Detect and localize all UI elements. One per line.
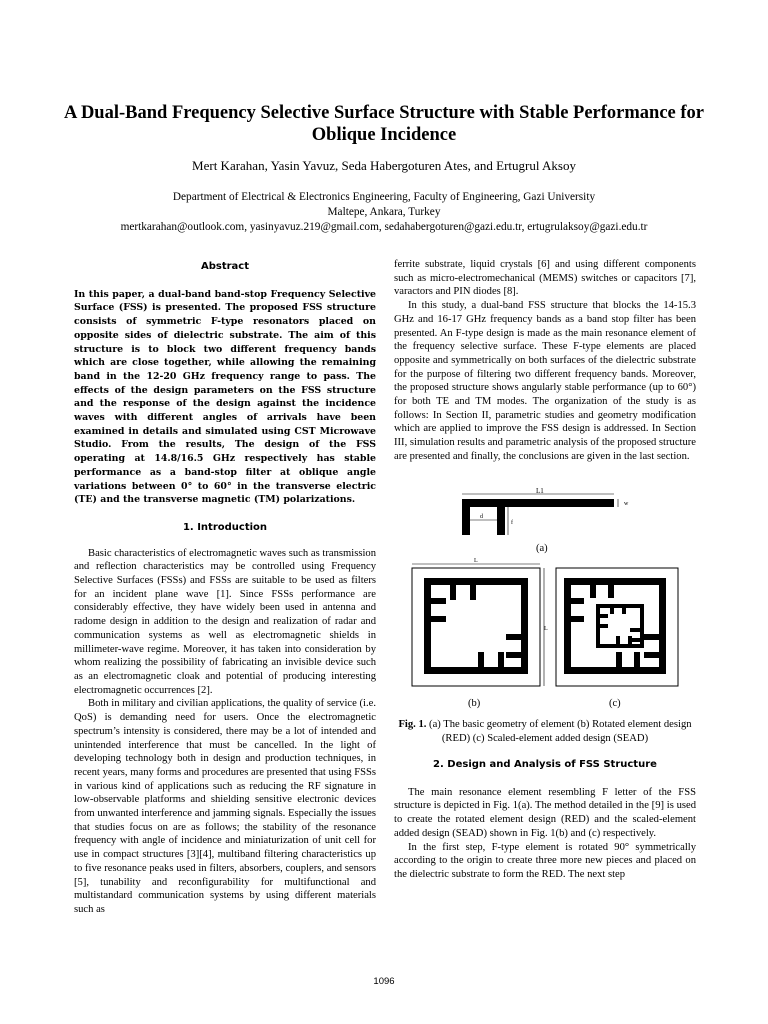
author-emails: mertkarahan@outlook.com, yasinyavuz.219@gmail.com, sedahabergoturen@gazi.edu.tr, ertugrulaksoy@gazi.edu.tr [120, 221, 648, 233]
page-number: 1096 [373, 976, 395, 987]
affiliation-department: Department of Electrical & Electronics Engineering, Faculty of Engineering, Gazi University [172, 191, 596, 203]
author-list: Mert Karahan, Yasin Yavuz, Seda Habergoturen Ates, and Ertugrul Aksoy [192, 158, 576, 173]
abstract-text: In this paper, a dual-band band-stop Frequency Selective Surface (FSS) is presented. The proposed FSS structure consists of symmetric F-type resonators placed on opposite sides of dielectric substrate. The aim of this structure is to block two different frequency bands which are close together, while allowing the remaining band in the 12-20 GHz frequency range to pass. The effects of the design parameters on the FSS structure and the response of the design against the incidence waves with different angles of arrivals have been examined in details and simulated using CST Microwave Studio. From the results, The design of the FSS operating at 14.8/16.5 GHz respectively has stable performance as a band-stop filter at oblique angle variations between 0° to 60° in the transverse electric (TE) and the transverse magnetic (TM) polarizations. [74, 288, 376, 506]
figure-1-caption-text: (a) The basic geometry of element (b) Rotated element design (RED) (c) Scaled-element added design (SEAD) [426, 719, 692, 744]
subfig-label-c: (c) [609, 698, 621, 709]
section-2-paragraph-2: In the first step, F-type element is rotated 90° symmetrically according to the origin to create three more new pieces and placed on the dielectric substrate to form the RED. The next step [394, 841, 696, 880]
abstract-heading: Abstract [200, 261, 250, 272]
red-unit-cell [412, 558, 548, 686]
right-column [394, 258, 696, 464]
introduction-paragraph-1: Basic characteristics of electromagnetic waves such as transmission and reflection characteristics may be controlled using Frequency Selective Surfaces (FSSs) and FSSs are suitable to be used as filters for an incident plane wave [1]. Since FSSs performance are considerably effective, they have widely been used in antenna and radome design in addition to the design and realization of radar and communication systems as well as electromagnetic shields in millimeter-wave regime. Moreover, it has taken into consideration by whom realizing the possibility of fabricating an invisible device such as an electromagnetic cloak and potential of producing interesting electromagnetic occurrences [2]. [74, 547, 376, 696]
dim-label-f: f [511, 520, 513, 526]
introduction-heading: 1. Introduction [182, 521, 268, 533]
right-column-lower [394, 718, 696, 882]
left-column [74, 260, 376, 917]
dim-label-d: d [480, 514, 483, 520]
dim-label-w: w [624, 501, 629, 507]
affiliation-location: Maltepe, Ankara, Turkey [327, 206, 441, 218]
introduction-paragraph-4: In this study, a dual-band FSS structure that blocks the 14-15.3 GHz and 16-17 GHz frequency bands as a band stop filter has been presented. An F-type design is made as the main resonance element of the frequency selective surface. These F-type elements are placed opposite and symmetrically on both surfaces of the dielectric substrate for the purpose of filtering two different frequency bands. Moreover, the proposed structure shows angularly stable performance (up to 60°) for both TE and TM modes. The organization of the study is as follows: In Section II, parametric studies and geometry modification which are applied to improve the FSS design is addressed. In Section III, simulation results and parametric analysis of the proposed structure are presented and finally, the conclusions are given in the last section. [394, 300, 696, 462]
section-2-paragraph-1: The main resonance element resembling F letter of the FSS structure is depicted in Fig. 1(a). The method detailed in the [9] is used to create the rotated element design (RED) and the scaled-element added design (SEAD) shown in Fig. 1(b) and (c) respectively. [394, 786, 696, 839]
figure-1-caption [394, 718, 696, 746]
figure-1-drawing [394, 484, 696, 744]
sead-unit-cell [556, 568, 678, 686]
subfig-label-b: (b) [468, 698, 481, 709]
introduction-paragraph-2: Both in military and civilian applications, the quality of service (i.e. QoS) is demanding need for users. Once the electromagnetic spectrum’s intensity is considered, there may be a lot of intended and unintended interference that must be cancelled. In the light of developing technology both in design and production techniques, in recent years, many forms and procedures are presented that using FSSs in various kind of applications such as reducing the RF signature in low-observable platforms and shielding sensitive electronic devices from unwanted interference and jamming signals. Especially the issues that studies focus on are as follows; the stability of the resonance frequency with angle of incidence and miniaturization of unit cell for use in compact structures [3][4], multiband filtering characteristics up to five resonance peaks used in filters, absorbers, couplers, and sensors [5], tunability and reconfigurability for multifunctional and multistandard communication systems by using different materials such as [74, 698, 376, 915]
affiliation-block [40, 190, 728, 235]
subfig-label-a: (a) [536, 543, 548, 554]
dim-label-L-side: L [544, 626, 548, 632]
introduction-paragraph-3: ferrite substrate, liquid crystals [6] and using different components such as micro-electromechanical (MEMS) switches or capacitors [7], varactors and PIN diodes [8]. [394, 259, 696, 298]
figure-1-caption-label: Fig. 1. [398, 719, 427, 730]
f-element-basic [462, 487, 629, 535]
dim-label-L-top: L [474, 558, 478, 564]
paper-title: A Dual-Band Frequency Selective Surface Structure with Stable Performance for Oblique Incidence [63, 103, 705, 145]
dim-label-L1: L1 [536, 487, 544, 495]
section-2-heading: 2. Design and Analysis of FSS Structure [433, 759, 657, 770]
figure-1 [394, 484, 696, 744]
